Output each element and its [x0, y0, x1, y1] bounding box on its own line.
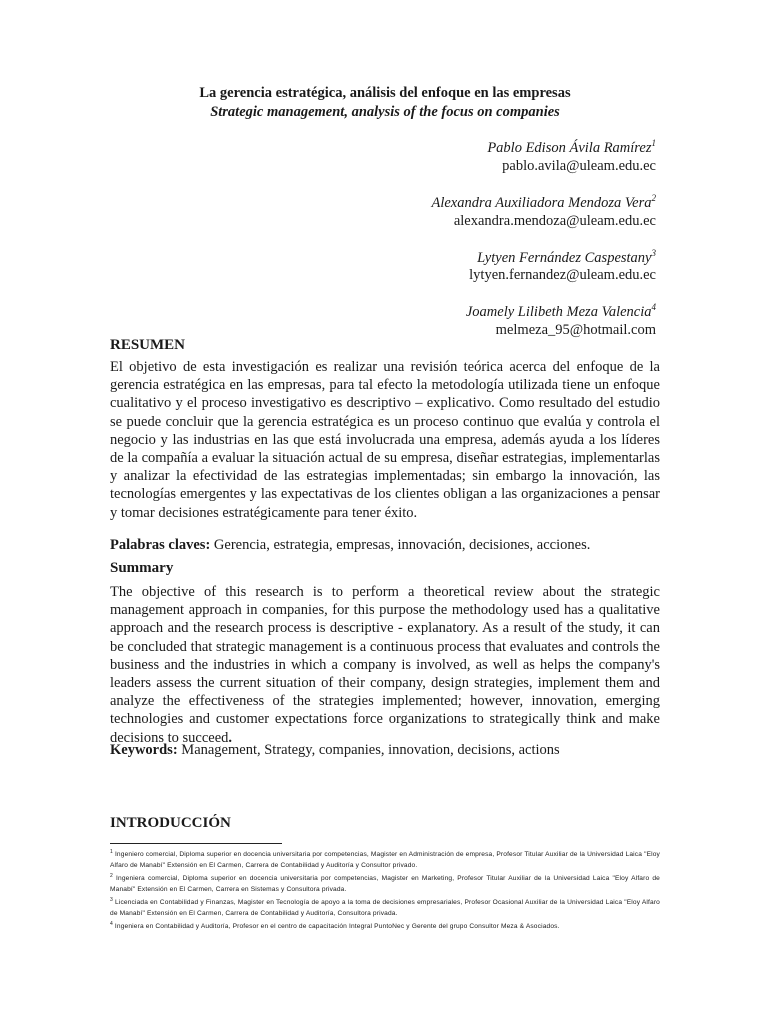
author-name: Joamely Lilibeth Meza Valencia$^4$ [465, 302, 656, 321]
author-footnote-marker: 4 [651, 302, 656, 313]
keywords-es [110, 537, 660, 554]
author-name: Pablo Edison Ávila Ramírez$^1$ [487, 138, 656, 156]
footnote-2: $^2$ Ingeniera comercial, Diploma superior en docencia universitaria por competencias, Magister en Marketing, Profesor Titular Auxiliar de la Universidad Laica "Eloy Alfaro de Manabí" Extensión en El Carmen, Carrera en Sistemas y Consultora privada. [110, 873, 660, 893]
intro-heading: INTRODUCCIÓN [110, 815, 231, 831]
summary-text: The objective of this research is to perform a theoretical review about the strategic management approach in companies, for this purpose the methodology used has a qualitative approach and the research process is descriptive - explanatory. As a result of the study, it can be concluded that strategic management is a continuous process that evaluates and controls the business and the industries in which a company is involved, as well as helps the company's leaders assess the current situation of their company, design strategies, implement them and analyze the effectiveness of the strategies implemented; however, innovation, emerging technologies and customer expectations force organizations to strategically think and make decisions to succeed [110, 584, 660, 746]
author-email[interactable]: pablo.avila@uleam.edu.ec [502, 157, 656, 174]
footnote-rule [110, 843, 282, 844]
summary-heading: Summary [110, 560, 174, 576]
summary-paragraph [110, 583, 660, 747]
author-name: Lytyen Fernández Caspestany$^3$ [477, 247, 656, 266]
footnote-4: $^4$ Ingeniera en Contabilidad y Auditoría, Profesor en el centro de capacitación Integral PuntoNec y Gerente del grupo Consultor Meza & Asociados. [110, 921, 560, 931]
footnotes [110, 847, 660, 933]
keywords-es-label: Palabras claves: [110, 537, 211, 553]
summary-end-period: . [228, 729, 233, 746]
paper-page [110, 0, 660, 1024]
author-name: Alexandra Auxiliadora Mendoza Vera$^2$ [431, 192, 656, 211]
keywords-en [110, 742, 660, 759]
author-4 [431, 298, 656, 339]
resumen-paragraph: El objetivo de esta investigación es realizar una revisión teórica acerca del enfoque de la gerencia estratégica en las empresas, para tal efecto la metodología utilizada tiene un enfoque cualitativo y el proceso investigativo es descriptivo – explicativo. Como resultado del estudio se puede concluir que la gerencia estratégica es un proceso continuo que evalúa y controla el negocio y las industrias en las que está involucrada una empresa, además ayuda a los líderes de la compañía a evaluar la situación actual de su empresa, diseñar estrategias, implementarlas y analizar la efectividad de las estrategias implementadas; sin embargo la innovación, las tecnologías emergentes y las expectativas de los clientes obligan a las organizaciones a pensar y tomar decisiones estratégicamente para tener éxito. [110, 359, 660, 521]
author-block [431, 134, 656, 353]
author-email[interactable]: lytyen.fernandez@uleam.edu.ec [469, 267, 656, 284]
keywords-en-text: Management, Strategy, companies, innovation, decisions, actions [177, 742, 560, 758]
author-3 [431, 244, 656, 285]
author-footnote-marker: 1 [651, 138, 656, 148]
footnote-3: $^3$ Licenciada en Contabilidad y Finanzas, Magister en Tecnología de apoyo a la toma de decisiones empresariales, Profesor Ocasional Auxiliar de la Universidad Laica "Eloy Alfaro de Manabí" Extensión en El Carmen, Carrera de Contabilidad y Auditoría, Consultora privada. [110, 897, 660, 917]
keywords-en-label: Keywords: [110, 742, 178, 758]
paper-subtitle: Strategic management, analysis of the focus on companies [210, 104, 560, 120]
paper-title: La gerencia estratégica, análisis del enfoque en las empresas [199, 85, 571, 101]
author-footnote-marker: 3 [651, 247, 656, 258]
footnote-1: $^1$ Ingeniero comercial, Diploma superior en docencia universitaria por competencias, Magister en Administración de empresa, Profesor Titular Auxiliar de la Universidad Laica "Eloy Alfaro de Manabí" Extensión en El Carmen, Carrera de Contabilidad y Auditoría y Consultor privado. [110, 849, 660, 869]
author-1 [431, 134, 656, 175]
author-email[interactable]: melmeza_95@hotmail.com [495, 322, 656, 339]
author-footnote-marker: 2 [651, 192, 656, 203]
author-email[interactable]: alexandra.mendoza@uleam.edu.ec [453, 212, 656, 229]
keywords-es-text: Gerencia, estrategia, empresas, innovación, decisiones, acciones. [210, 537, 591, 553]
author-2 [431, 189, 656, 230]
resumen-heading: RESUMEN [110, 337, 186, 353]
